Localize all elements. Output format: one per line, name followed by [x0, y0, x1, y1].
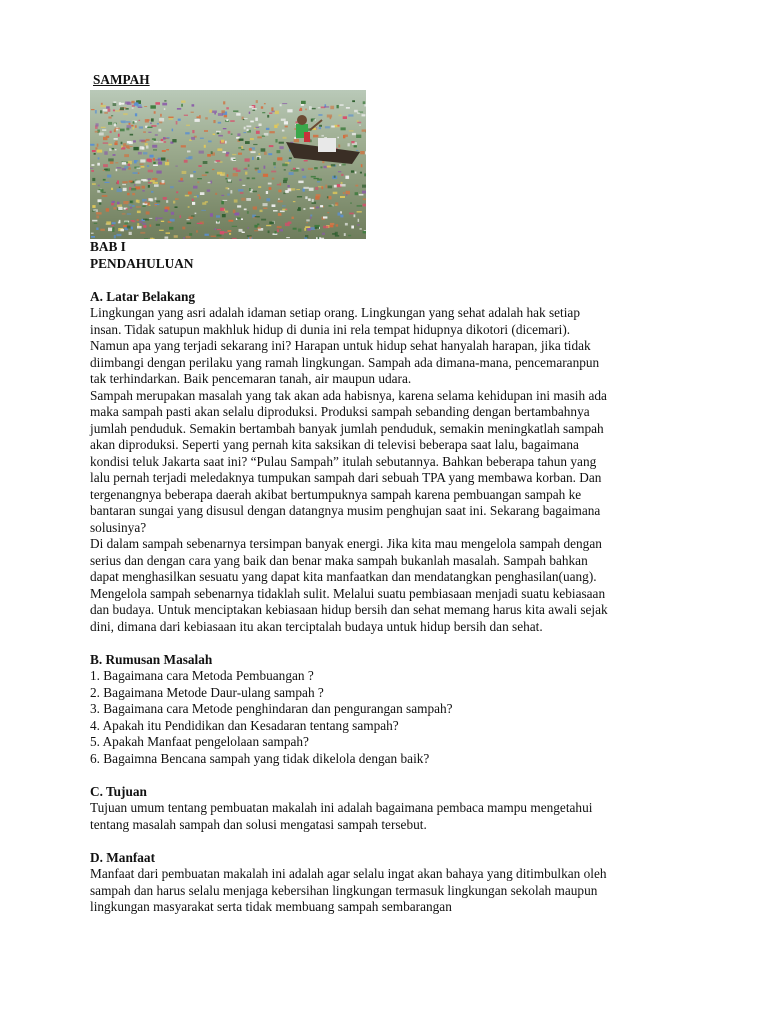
list-item: 4. Apakah itu Pendidikan dan Kesadaran tentang sampah? — [90, 717, 399, 733]
section-a-line: Sampah merupakan masalah yang tak akan ada habisnya, karena selama kehidupan ini masih ada — [90, 387, 607, 403]
section-c-heading: C. Tujuan — [90, 783, 147, 799]
section-a-line: tergenangnya beberapa daerah akibat bertumpuknya sampah karena pembuangan sampah ke — [90, 486, 582, 502]
section-a-line: tak terhindarkan. Baik pencemaran tanah, air maupun udara. — [90, 371, 412, 386]
section-a-line: lalu pernah terjadi meledaknya tumpukan sampah dari sebuah TPA yang membawa korban. Dan — [90, 470, 602, 485]
document-title: SAMPAH — [93, 72, 150, 87]
section-a-line: dan budaya. Untuk menciptakan kebiasaan hidup bersih dan sehat memang harus kita awali sejak — [90, 602, 608, 617]
section-a-line: solusinya? — [90, 519, 147, 535]
section-a-line: akan diproduksi. Seperti yang pernah kita saksikan di televisi beberapa saat lalu, bagaimana — [90, 437, 579, 452]
section-a-line: dini, dimana dari kebiasaan itu akan terciptalah budaya untuk hidup bersih dan sehat. — [90, 618, 543, 634]
section-a-body — [90, 305, 690, 635]
list-item: 6. Bagaimna Bencana sampah yang tidak dikelola dengan baik? — [90, 750, 430, 766]
section-c-body — [90, 800, 690, 833]
bab-label: BAB I — [90, 239, 126, 254]
section-a-line: kondisi teluk Jakarta saat ini? “Pulau Sampah” itulah sebutannya. Bahkan beberapa tahun yang — [90, 453, 597, 469]
garbage-river-photo — [90, 90, 366, 239]
section-a-line: jumlah penduduk. Semakin bertambah banyak jumlah penduduk, semakin meningkatlah sampah — [90, 420, 604, 436]
section-d-heading: D. Manfaat — [90, 849, 155, 865]
problem-list — [90, 668, 690, 767]
section-a-line: Di dalam sampah sebenarnya tersimpan banyak energi. Jika kita mau mengelola sampah dengan — [90, 536, 602, 551]
section-a-line: Lingkungan yang asri adalah idaman setiap orang. Lingkungan yang sehat adalah hak setiap — [90, 305, 580, 320]
list-item: 1. Bagaimana cara Metoda Pembuangan ? — [90, 668, 314, 683]
list-item: 3. Bagaimana cara Metode penghindaran dan pengurangan sampah? — [90, 701, 453, 716]
section-a-line: Namun apa yang terjadi sekarang ini? Harapan untuk hidup sehat hanyalah harapan, jika tidak — [90, 338, 591, 353]
section-a-line: diimbangi dengan perilaku yang ramah lingkungan. Sampah ada dimana-mana, pencemaranpun — [90, 354, 600, 370]
section-a-line: bantaran sungai yang disusul dengan datangnya musim penghujan saat ini. Sekarang bagaimana — [90, 503, 601, 518]
document-content — [90, 72, 690, 916]
section-a-line: insan. Tidak satupun makhluk hidup di dunia ini rela tempat hidupnya dikotori (dicemari). — [90, 321, 571, 337]
section-a-line: serius dan dengan cara yang baik dan benar maka sampah bukanlah masalah. Sampah bahkan — [90, 552, 588, 568]
list-item: 5. Apakah Manfaat pengelolaan sampah? — [90, 734, 309, 749]
section-c-line: tentang masalah sampah dan solusi mengatasi sampah tersebut. — [90, 816, 427, 832]
bab-title: PENDAHULUAN — [90, 255, 194, 271]
section-d-body — [90, 866, 690, 916]
section-b-heading: B. Rumusan Masalah — [90, 651, 213, 667]
section-d-line: lingkungan masyarakat serta tidak membuang sampah sembarangan — [90, 899, 452, 914]
section-a-heading: A. Latar Belakang — [90, 288, 196, 304]
section-a-line: maka sampah pasti akan selalu diproduksi. Produksi sampah sebanding dengan bertambahnya — [90, 404, 590, 419]
list-item: 2. Bagaimana Metode Daur-ulang sampah ? — [90, 684, 324, 700]
section-c-line: Tujuan umum tentang pembuatan makalah ini adalah bagaimana pembaca mampu mengetahui — [90, 800, 593, 815]
section-d-line: Manfaat dari pembuatan makalah ini adalah agar selalu ingat akan bahaya yang ditimbulkan oleh — [90, 866, 607, 881]
section-a-line: Mengelola sampah sebenarnya tidaklah sulit. Melalui suatu pembiasaan menjadi suatu kebiasaan — [90, 585, 606, 601]
section-d-line: sampah dan harus selalu menjaga kebersihan lingkungan termasuk lingkungan sekolah maupun — [90, 882, 598, 898]
section-a-line: dapat menghasilkan sesuatu yang dapat kita manfaatkan dan mendatangkan penghasilan(uang). — [90, 569, 597, 584]
